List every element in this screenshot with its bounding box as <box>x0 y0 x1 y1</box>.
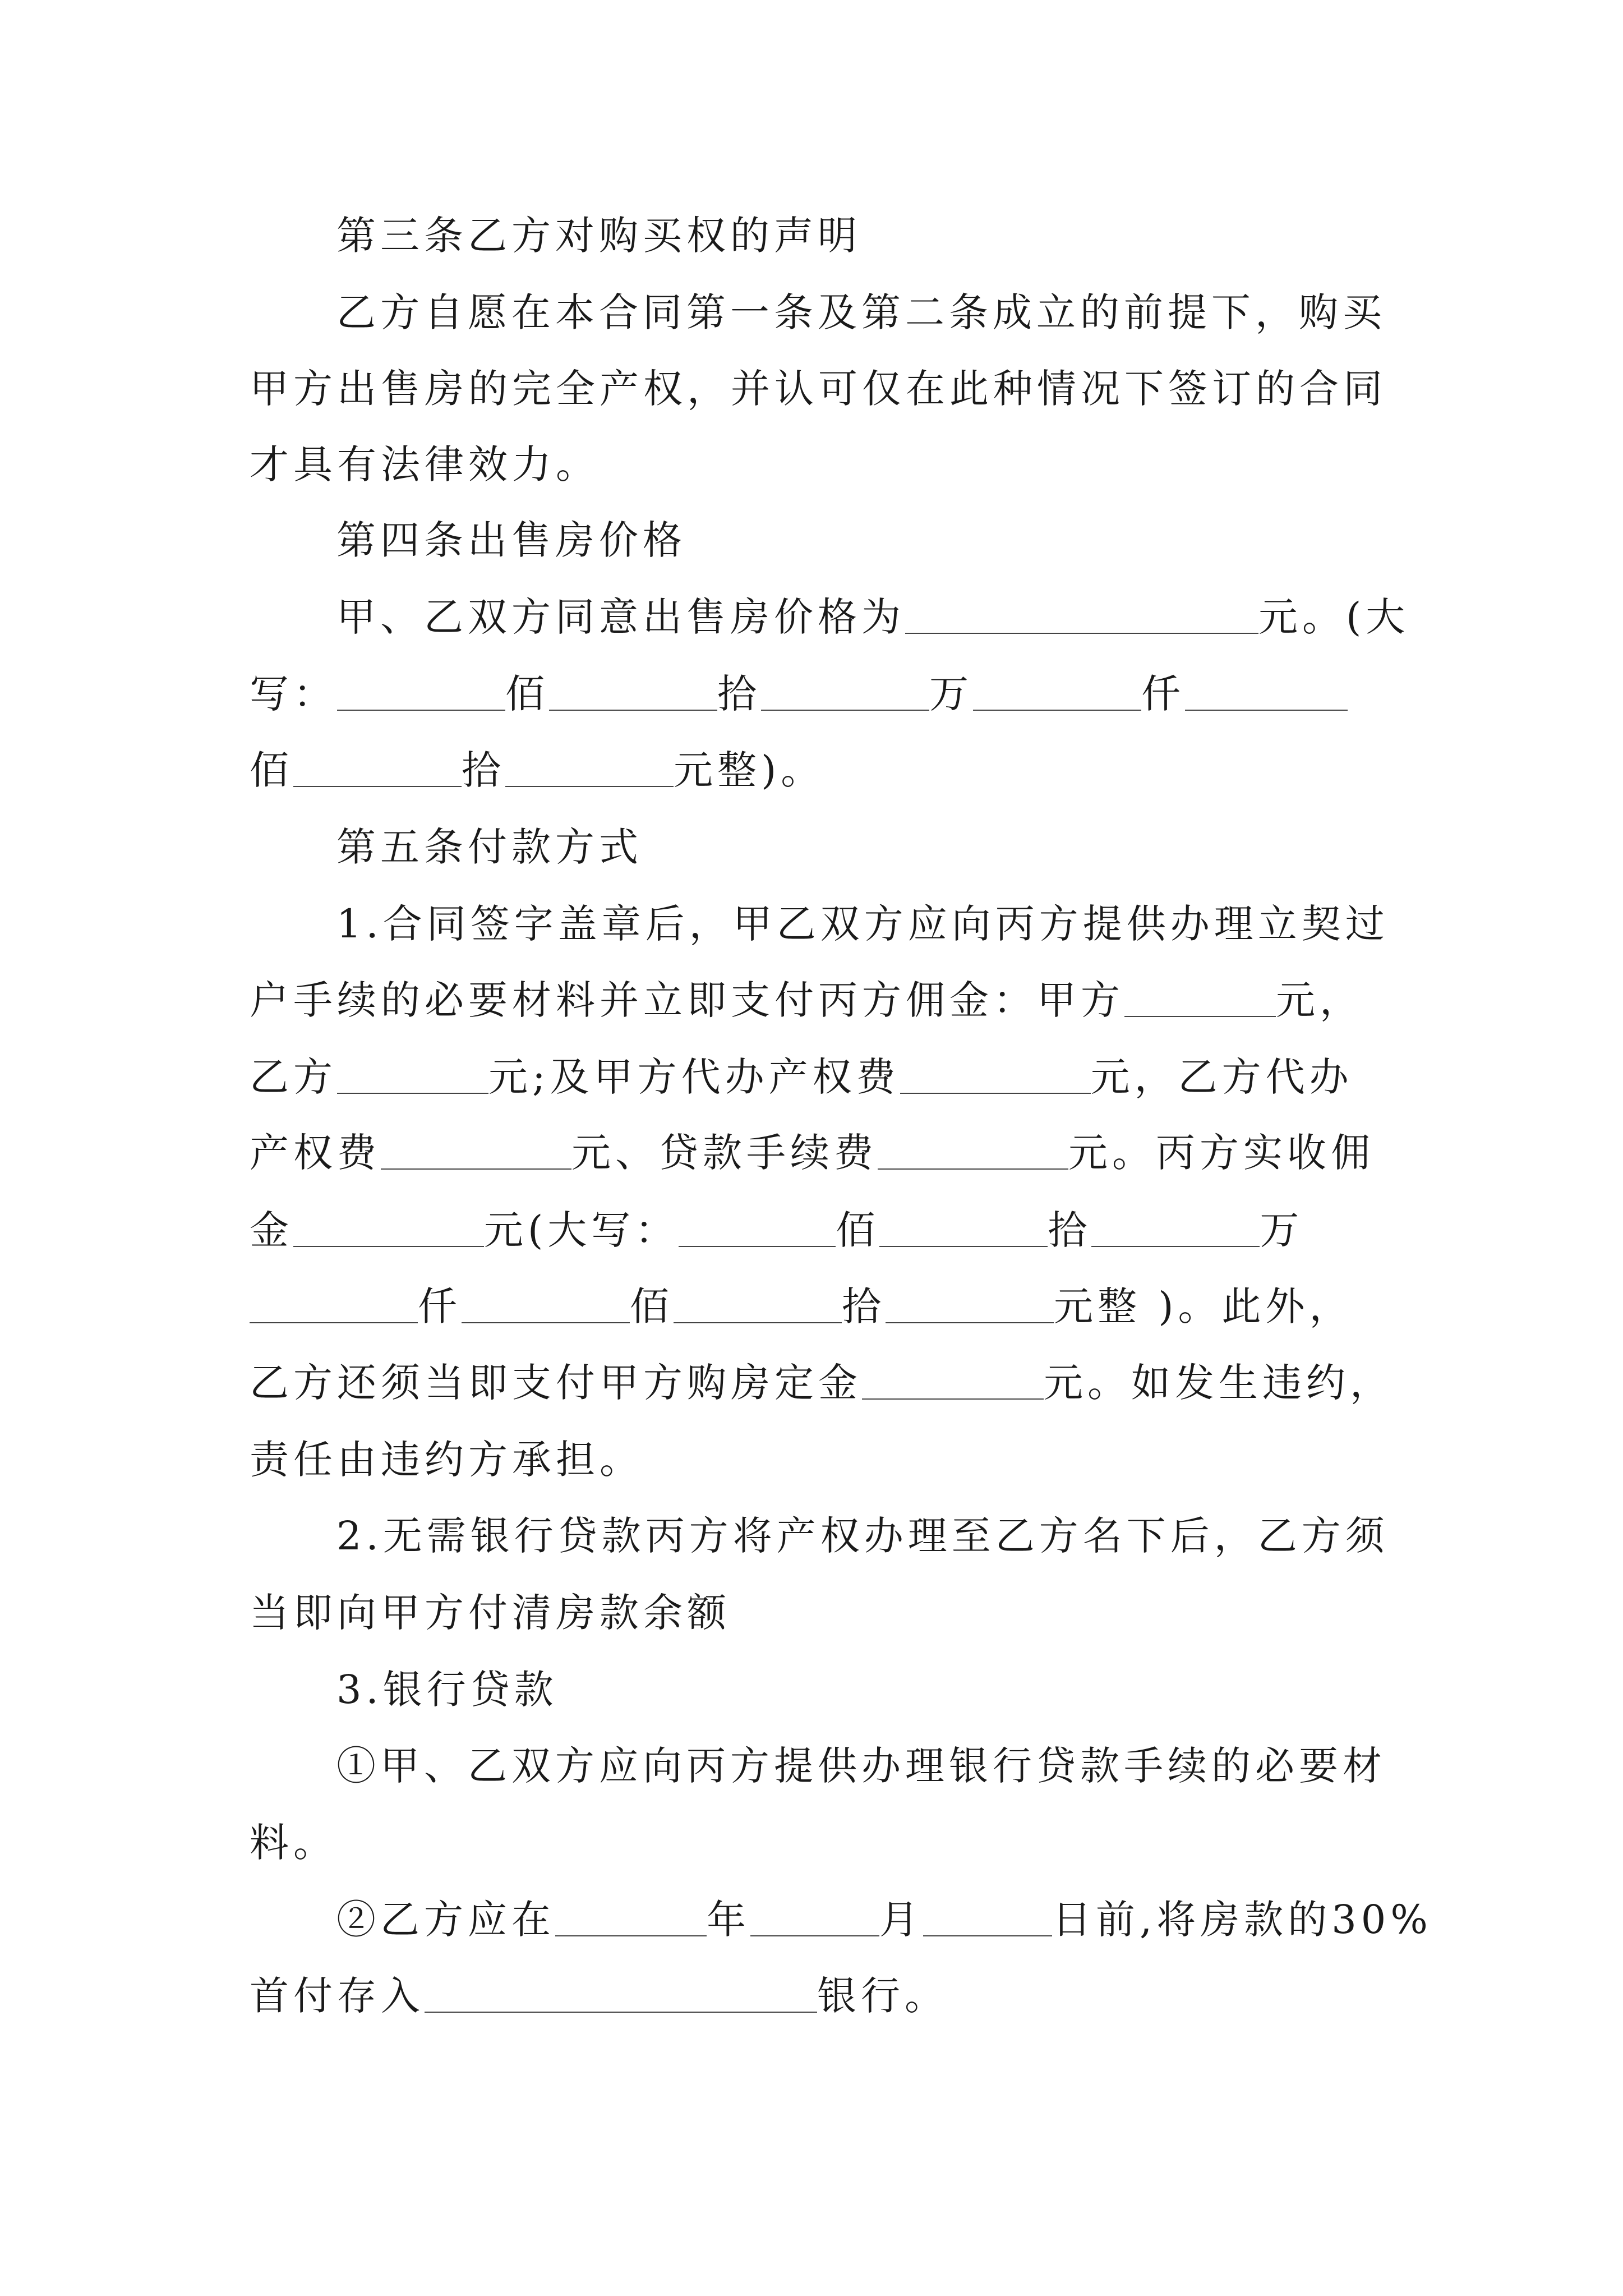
text-segment: 乙方自愿在本合同第一条及第二条成立的前提下，购买 <box>336 289 1386 335</box>
article-5-heading <box>336 822 1481 872</box>
fill-in-blank <box>1124 983 1276 1017</box>
text-segment: 户手续的必要材料并立即支付丙方佣金：甲方 <box>250 977 1124 1023</box>
paragraph-line <box>336 1511 1481 1561</box>
fill-in-blank <box>293 753 462 787</box>
paragraph-line <box>250 1281 1394 1332</box>
text-segment: 甲方出售房的完全产权，并认可仅在此种情况下签订的合同 <box>250 366 1387 412</box>
text-segment: 月 <box>879 1897 923 1943</box>
text-segment: 首付存入 <box>250 1973 425 2019</box>
text-segment: 拾 <box>842 1283 886 1329</box>
fill-in-blank <box>679 1213 836 1247</box>
text-segment: 元、贷款手续费 <box>571 1130 878 1176</box>
text-segment: 责任由违约方承担。 <box>250 1437 643 1483</box>
text-segment: 才具有法律效力。 <box>250 441 600 487</box>
fill-in-blank <box>337 677 505 711</box>
fill-in-blank <box>674 1290 842 1323</box>
paragraph-line <box>250 1205 1394 1255</box>
text-segment: ②乙方应在 <box>336 1897 555 1943</box>
text-segment: 日前,将房款的30% <box>1052 1897 1432 1943</box>
text-segment: 佰 <box>836 1207 880 1253</box>
paragraph-line <box>336 592 1481 642</box>
text-segment: 乙方还须当即支付甲方购房定金 <box>250 1360 862 1406</box>
paragraph-line <box>250 1128 1394 1178</box>
text-segment: 1.合同签字盖章后，甲乙双方应向丙方提供办理立契过 <box>336 901 1389 947</box>
fill-in-blank <box>878 1136 1068 1170</box>
fill-in-blank <box>425 1979 817 2013</box>
paragraph-line <box>250 669 1394 719</box>
text-segment: 元， <box>1276 977 1363 1023</box>
text-segment: 元整 )。此外， <box>1054 1283 1353 1329</box>
paragraph-line <box>250 1358 1394 1408</box>
fill-in-blank <box>337 1060 488 1094</box>
article-5-title: 第五条付款方式 <box>336 824 643 870</box>
text-segment: 元;及甲方代办产权费 <box>488 1054 900 1100</box>
paragraph-line <box>250 1818 1394 1868</box>
text-segment: 写： <box>250 671 337 717</box>
fill-in-blank <box>381 1136 571 1170</box>
fill-in-blank <box>879 1213 1048 1247</box>
article-4-title: 第四条出售房价格 <box>336 517 686 563</box>
text-segment: 料。 <box>250 1820 337 1866</box>
fill-in-blank <box>905 600 1258 634</box>
paragraph-line <box>250 364 1394 414</box>
text-segment: 拾 <box>462 747 505 793</box>
fill-in-blank <box>886 1290 1054 1323</box>
text-segment: 仟 <box>418 1283 462 1329</box>
text-segment: 当即向甲方付清房款余额 <box>250 1590 731 1636</box>
text-segment: ①甲、乙双方应向丙方提供办理银行贷款手续的必要材 <box>336 1743 1386 1789</box>
fill-in-blank <box>862 1366 1044 1400</box>
article-3-heading <box>336 210 1481 261</box>
text-segment: 拾 <box>717 671 761 717</box>
text-segment: 元整)。 <box>674 747 825 793</box>
text-segment: 佰 <box>505 671 549 717</box>
text-segment: 年 <box>707 1897 750 1943</box>
fill-in-blank <box>1185 677 1348 711</box>
fill-in-blank <box>900 1060 1091 1094</box>
text-segment: 银行。 <box>817 1973 948 2019</box>
paragraph-line <box>250 1434 1394 1485</box>
fill-in-blank <box>923 1903 1052 1936</box>
fill-in-blank <box>250 1290 418 1323</box>
text-segment: 佰 <box>250 747 293 793</box>
paragraph-line <box>336 1741 1481 1791</box>
text-segment: 拾 <box>1048 1207 1092 1253</box>
paragraph-line <box>250 1971 1394 2021</box>
paragraph-line <box>250 975 1394 1025</box>
paragraph-line <box>250 1588 1394 1638</box>
paragraph-line <box>250 745 1394 795</box>
clause-3-heading <box>336 1664 1481 1715</box>
paragraph-line <box>336 287 1481 338</box>
fill-in-blank <box>549 677 717 711</box>
article-4-heading <box>336 515 1481 565</box>
fill-in-blank <box>973 677 1141 711</box>
fill-in-blank <box>293 1213 484 1247</box>
text-segment: 乙方 <box>250 1054 337 1100</box>
text-segment: 2.无需银行贷款丙方将产权办理至乙方名下后，乙方须 <box>336 1513 1389 1559</box>
fill-in-blank <box>555 1903 707 1936</box>
fill-in-blank <box>505 753 674 787</box>
text-segment: 仟 <box>1141 671 1185 717</box>
text-segment: 元。如发生违约， <box>1044 1360 1394 1406</box>
paragraph-line <box>250 439 1394 490</box>
clause-3-title: 3.银行贷款 <box>336 1667 558 1713</box>
paragraph-line <box>336 1894 1481 1945</box>
text-segment: 产权费 <box>250 1130 381 1176</box>
text-segment: 佰 <box>630 1283 674 1329</box>
article-3-title: 第三条乙方对购买权的声明 <box>336 213 861 259</box>
fill-in-blank <box>1091 1213 1260 1247</box>
text-segment: 元(大写： <box>484 1207 679 1253</box>
text-segment: 元。丙方实收佣 <box>1068 1130 1375 1176</box>
text-segment: 万 <box>929 671 973 717</box>
fill-in-blank <box>750 1903 879 1936</box>
paragraph-line <box>250 1052 1394 1102</box>
text-segment: 金 <box>250 1207 293 1253</box>
text-segment: 万 <box>1260 1207 1304 1253</box>
text-segment: 甲、乙双方同意出售房价格为 <box>336 594 905 640</box>
text-segment: 元。(大 <box>1258 594 1410 640</box>
text-segment: 元，乙方代办 <box>1090 1054 1353 1100</box>
fill-in-blank <box>462 1290 630 1323</box>
fill-in-blank <box>761 677 929 711</box>
paragraph-line <box>336 899 1481 949</box>
